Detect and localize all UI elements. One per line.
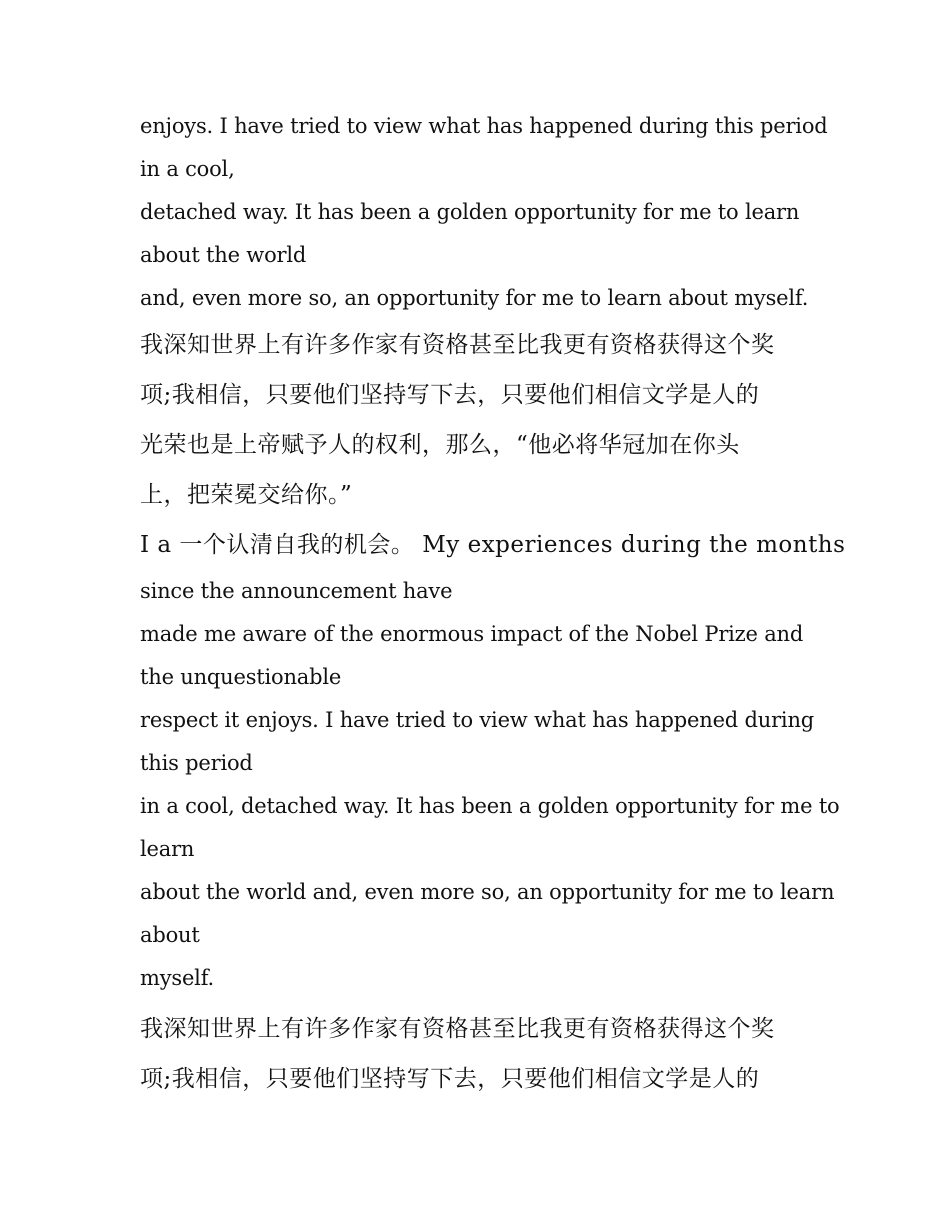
text-line: enjoys. I have tried to view what has happened during this period [140,114,828,138]
chinese-text-line: 项;我相信，只要他们坚持写下去，只要他们相信文学是人的 [140,382,760,408]
text-line: learn [140,837,195,861]
chinese-text-line: 光荣也是上帝赋予人的权利，那么，“他必将华冠加在你头 [140,432,740,458]
document-body [140,105,846,1104]
mixed-text-line: I a 一个认清自我的机会。 My experiences during the months [140,532,846,558]
chinese-text-line: 上，把荣冕交给你。” [140,482,353,508]
text-line: made me aware of the enormous impact of the Nobel Prize and [140,622,804,646]
chinese-text-line: 我深知世界上有许多作家有资格甚至比我更有资格获得这个奖 [140,1016,775,1042]
text-line: about the world and, even more so, an opportunity for me to learn [140,880,835,904]
text-line: in a cool, detached way. It has been a golden opportunity for me to [140,794,840,818]
text-line: and, even more so, an opportunity for me to learn about myself. [140,286,809,310]
text-line: detached way. It has been a golden opportunity for me to learn [140,200,800,224]
text-line: since the announcement have [140,579,453,603]
chinese-text-line: 项;我相信，只要他们坚持写下去，只要他们相信文学是人的 [140,1066,760,1092]
text-line: the unquestionable [140,665,342,689]
text-line: in a cool, [140,157,235,181]
text-line: respect it enjoys. I have tried to view what has happened during [140,708,815,732]
text-line: myself. [140,966,214,990]
text-line: this period [140,751,253,775]
chinese-text-line: 我深知世界上有许多作家有资格甚至比我更有资格获得这个奖 [140,332,775,358]
text-line: about [140,923,200,947]
text-line: about the world [140,243,307,267]
